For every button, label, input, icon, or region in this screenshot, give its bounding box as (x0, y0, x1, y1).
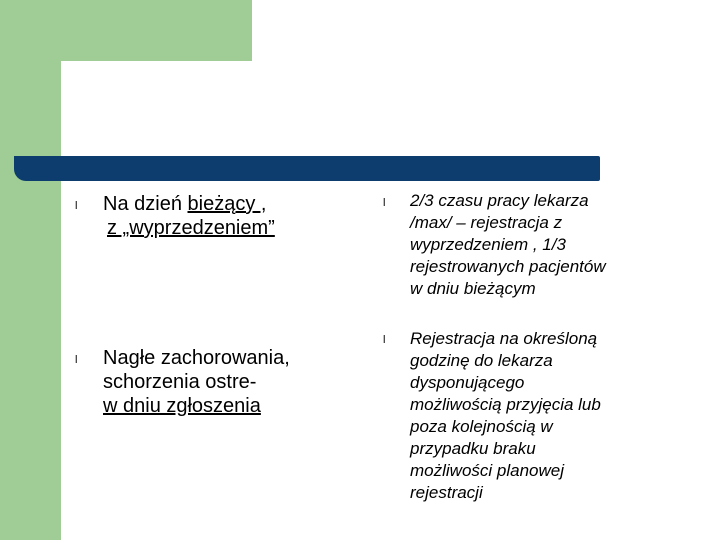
right-item-1 (410, 190, 606, 300)
right-item-2-line: Rejestracja na określoną (410, 329, 598, 348)
bullet-marker: l (75, 354, 78, 366)
right-item-2 (410, 328, 601, 504)
right-item-1-line: wyprzedzeniem , 1/3 (410, 235, 566, 254)
left-item-1 (103, 192, 275, 240)
right-item-2-line: poza kolejnością w (410, 417, 553, 436)
slide-content-panel (61, 61, 720, 540)
left-item-2-line2: schorzenia ostre- (103, 371, 257, 393)
left-item-1-line2: z „wyprzedzeniem” (107, 217, 275, 239)
bullet-marker: l (383, 197, 386, 209)
right-item-2-line: dysponującego (410, 373, 525, 392)
bullet-marker: l (75, 200, 78, 212)
right-item-2-line: godzinę do lekarza (410, 351, 553, 370)
right-item-1-line: 2/3 czasu pracy lekarza (410, 191, 589, 210)
right-item-2-line: rejestracji (410, 483, 483, 502)
left-item-2-line1: Nagłe zachorowania, (103, 347, 290, 369)
right-item-1-line: rejestrowanych pacjentów (410, 257, 606, 276)
right-item-2-line: przypadku braku (410, 439, 536, 458)
green-side-strip (0, 0, 61, 540)
right-item-2-line: możliwością przyjęcia lub (410, 395, 601, 414)
left-item-2-line3: w dniu zgłoszenia (103, 395, 261, 417)
title-bar (14, 156, 600, 181)
left-item-1-underlined: bieżący , (187, 193, 267, 215)
left-item-2 (103, 346, 290, 418)
left-item-1-prefix: Na dzień (103, 193, 188, 215)
right-item-1-line: /max/ – rejestracja z (410, 213, 563, 232)
right-item-1-line: w dniu bieżącym (410, 279, 536, 298)
bullet-marker: l (383, 334, 386, 346)
right-item-2-line: możliwości planowej (410, 461, 565, 480)
